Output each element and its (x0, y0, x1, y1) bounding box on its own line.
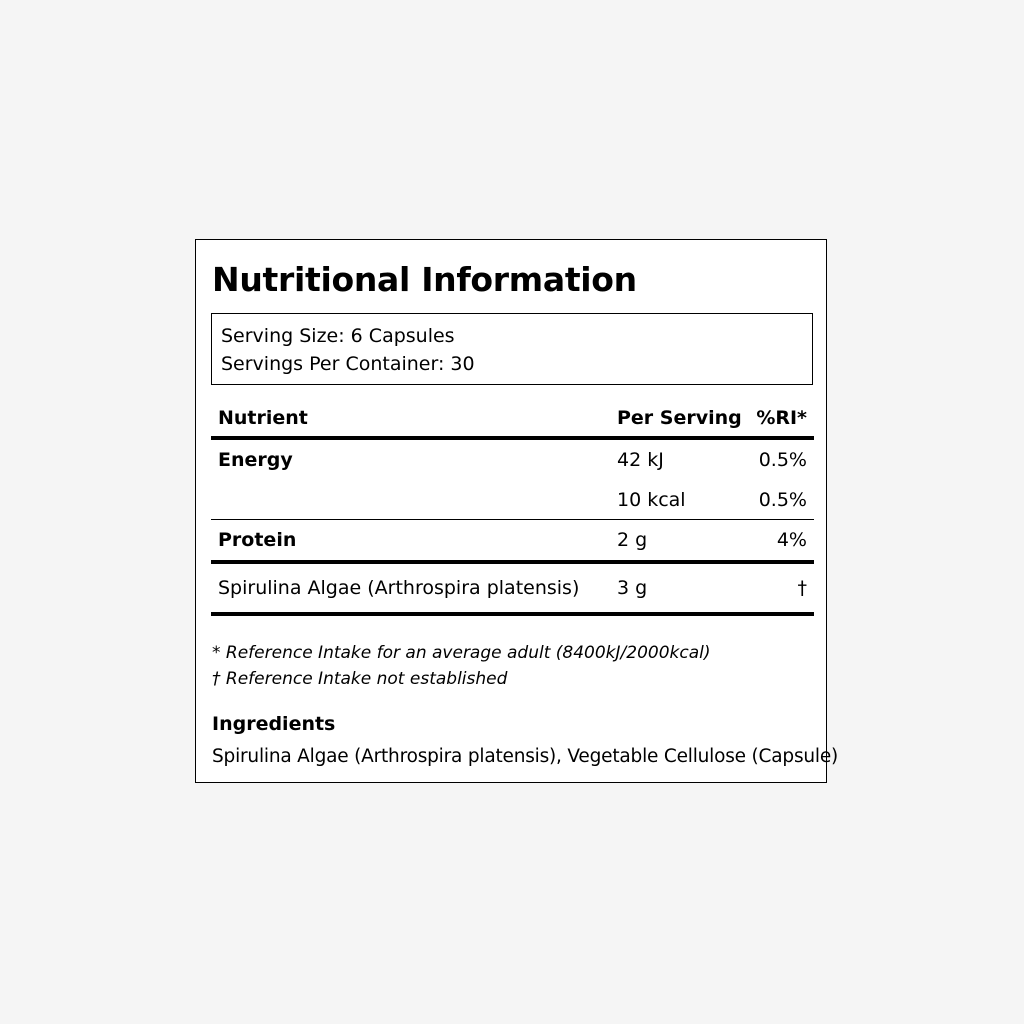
per-serving-value: 42 kJ (617, 449, 664, 471)
table-row (211, 480, 814, 520)
footnotes (212, 640, 711, 692)
ri-value: 4% (776, 529, 807, 551)
nutrient-name: Energy (218, 449, 293, 471)
per-serving-value: 3 g (617, 577, 648, 599)
table-row (211, 564, 814, 616)
header-per-serving: Per Serving (617, 407, 742, 429)
ingredients-text: Spirulina Algae (Arthrospira platensis), Vegetable Cellulose (Capsule) (212, 746, 839, 767)
ri-value: 0.5% (758, 449, 807, 471)
nutrient-name: Protein (218, 529, 297, 551)
table-header (211, 400, 814, 440)
nutrition-panel (195, 239, 839, 783)
servings-per-container: Servings Per Container: 30 (221, 353, 475, 375)
header-nutrient: Nutrient (218, 407, 308, 429)
panel-title: Nutritional Information (212, 260, 637, 299)
header-ri: %RI* (756, 407, 807, 429)
table-row (211, 440, 814, 480)
table-row (211, 520, 814, 564)
per-serving-value: 2 g (617, 529, 648, 551)
serving-size: Serving Size: 6 Capsules (221, 325, 455, 347)
nutrient-name: Spirulina Algae (Arthrospira platensis) (218, 577, 580, 599)
per-serving-value: 10 kcal (617, 488, 686, 511)
ri-value: † (797, 577, 807, 599)
nutrition-table (211, 400, 814, 616)
ri-value: 0.5% (758, 488, 807, 511)
footnote-not-established: † Reference Intake not established (212, 669, 508, 689)
footnote-reference-intake: * Reference Intake for an average adult (8400kJ/2000kcal) (212, 643, 711, 663)
ingredients-heading: Ingredients (212, 713, 336, 735)
serving-info-box (211, 313, 813, 385)
